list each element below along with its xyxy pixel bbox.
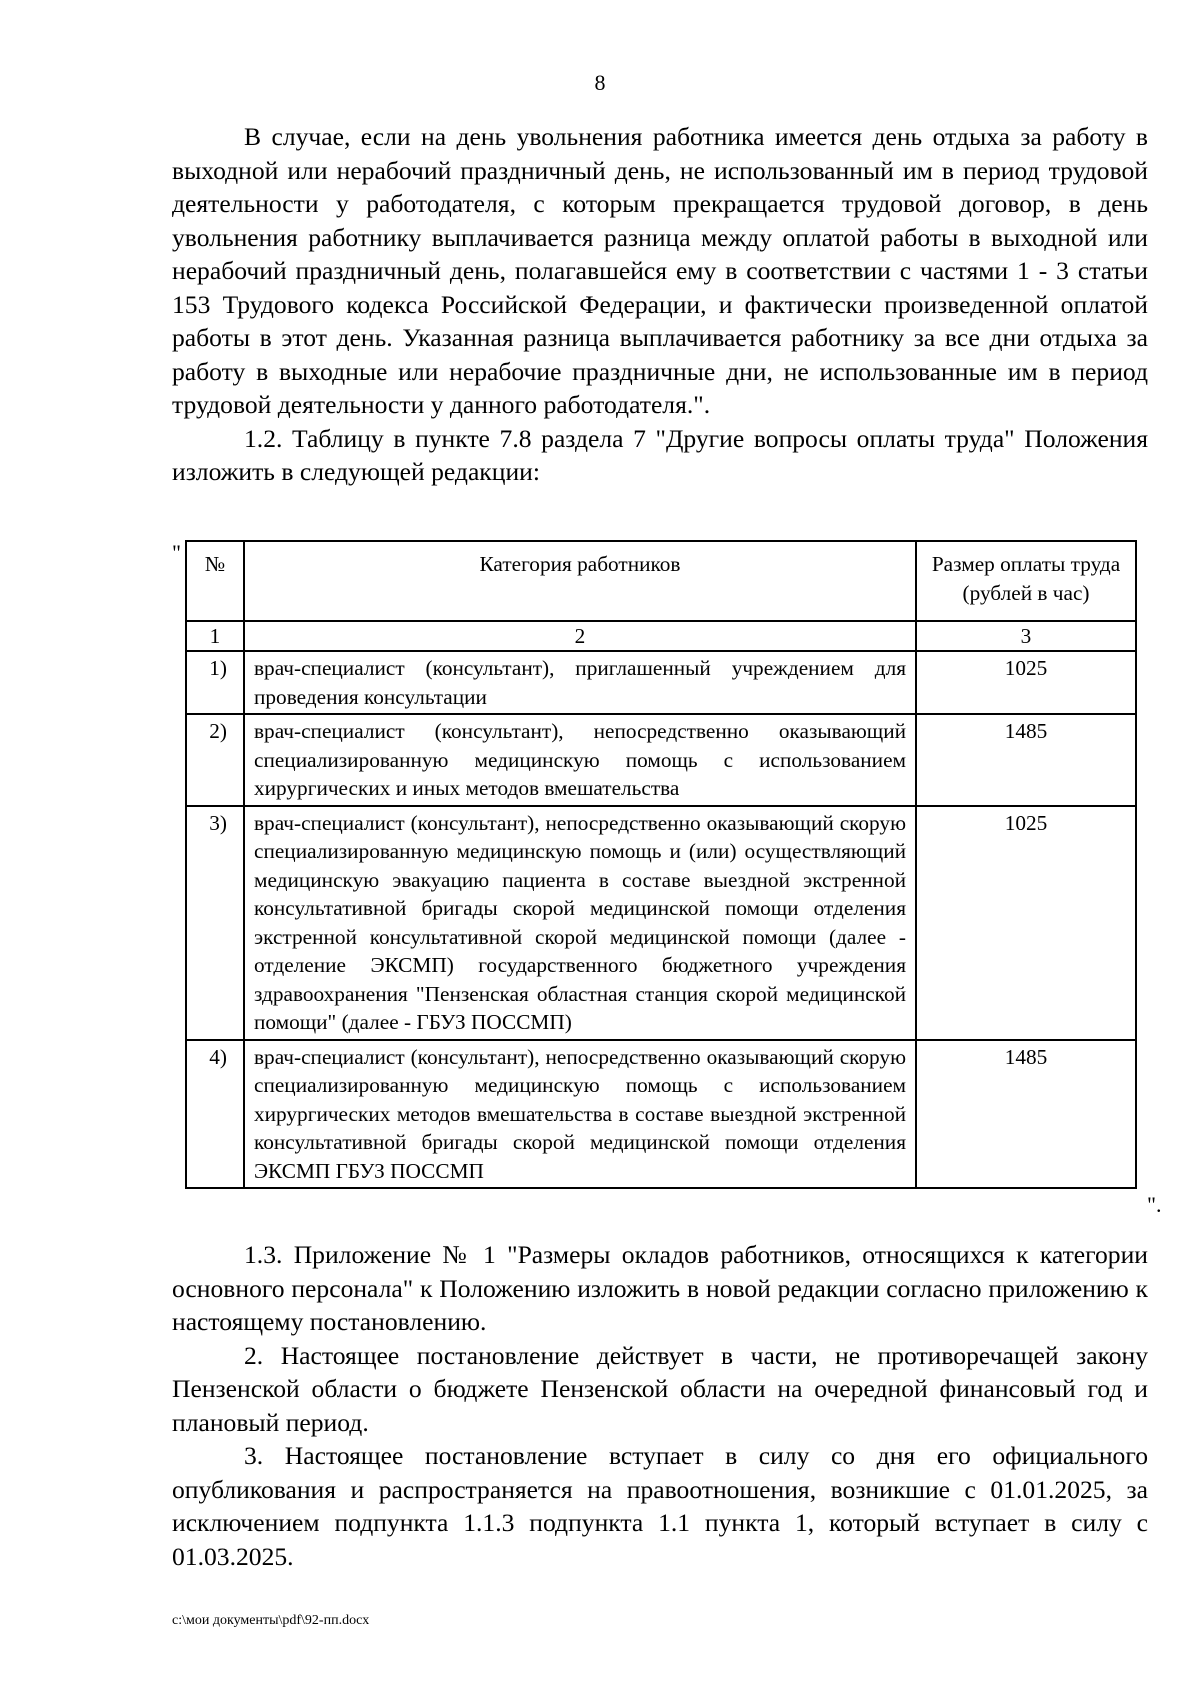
paragraph: В случае, если на день увольнения работника имеется день отдыха за работу в выходной или нерабочий праздничный день, не использованный им в период трудовой деятельности у работодателя, с которым прекращается трудовой договор, в день увольнения работнику выплачивается разница между оплатой работы в выходной или нерабочий праздничный день, полагавшейся ему в соответствии с частями 1 - 3 статьи 153 Трудового кодекса Российской Федерации, и фактически произведенной оплатой работы в этот день. Указанная разница выплачивается работнику за все дни отдыха за работу в выходные или нерабочие праздничные дни, не использованные им в период трудовой деятельности у данного работодателя.". bbox=[172, 122, 1148, 419]
table-close-quote: ". bbox=[1147, 1192, 1162, 1217]
paragraph: 3. Настоящее постановление вступает в силу со дня его официального опубликования и распространяется на правоотношения, возникшие с 01.01.2025, за исключением подпункта 1.1.3 подпункта 1.1 пункта 1, который вступает в силу с 01.03.2025. bbox=[172, 1441, 1148, 1571]
table-open-quote: " bbox=[172, 540, 181, 565]
table-row bbox=[186, 1040, 1136, 1189]
index-cell: 2 bbox=[244, 621, 916, 651]
paragraph: 2. Настоящее постановление действует в части, не противоречащей закону Пензенской области о бюджете Пензенской области на очередной финансовый год и плановый период. bbox=[172, 1340, 1148, 1437]
row-number: 4) bbox=[186, 1040, 244, 1189]
index-cell: 1 bbox=[186, 621, 244, 651]
table-row bbox=[186, 806, 1136, 1040]
page-number: 8 bbox=[594, 70, 606, 95]
paragraph: 1.2. Таблицу в пункте 7.8 раздела 7 "Другие вопросы оплаты труда" Положения изложить в следующей редакции: bbox=[172, 423, 1148, 486]
paragraph: 1.3. Приложение № 1 "Размеры окладов работников, относящихся к категории основного персонала" к Положению изложить в новой редакции согласно приложению к настоящему постановлению. bbox=[172, 1240, 1148, 1336]
header-rate: Размер оплаты труда (рублей в час) bbox=[916, 541, 1136, 621]
table-header-row bbox=[186, 541, 1136, 621]
row-category: врач-специалист (консультант), непосредственно оказывающий скорую специализированную медицинскую помощь и (или) осуществляющий медицинскую эвакуацию пациента в составе выездной экстренной консультативной бригады скорой медицинской помощи отделения экстренной консультативной скорой медицинской помощи (далее - отделение ЭКСМП) государственного бюджетного учреждения здравоохранения "Пензенская областная станция скорой медицинской помощи" (далее - ГБУЗ ПОССМП) bbox=[244, 806, 916, 1040]
body-text-after-table bbox=[172, 1238, 1148, 1573]
footer-file-path: c:\мои документы\pdf\92-пп.docx bbox=[172, 1613, 370, 1628]
row-rate: 1025 bbox=[916, 806, 1136, 1040]
row-category: врач-специалист (консультант), непосредственно оказывающий специализированную медицинскую помощь с использованием хирургических и иных методов вмешательства bbox=[244, 714, 916, 806]
row-number: 1) bbox=[186, 651, 244, 714]
body-text-before-table bbox=[172, 120, 1148, 489]
row-rate: 1485 bbox=[916, 1040, 1136, 1189]
row-number: 3) bbox=[186, 806, 244, 1040]
row-category: врач-специалист (консультант), приглашенный учреждением для проведения консультации bbox=[244, 651, 916, 714]
row-category: врач-специалист (консультант), непосредственно оказывающий скорую специализированную медицинскую помощь с использованием хирургических методов вмешательства в составе выездной экстренной консультативной бригады скорой медицинской помощи отделения ЭКСМП ГБУЗ ПОССМП bbox=[244, 1040, 916, 1189]
row-rate: 1485 bbox=[916, 714, 1136, 806]
row-number: 2) bbox=[186, 714, 244, 806]
table-row bbox=[186, 651, 1136, 714]
header-category: Категория работников bbox=[244, 541, 916, 621]
header-number: № bbox=[186, 541, 244, 621]
table-index-row bbox=[186, 621, 1136, 651]
index-cell: 3 bbox=[916, 621, 1136, 651]
table-row bbox=[186, 714, 1136, 806]
pay-rate-table bbox=[185, 540, 1137, 1189]
row-rate: 1025 bbox=[916, 651, 1136, 714]
